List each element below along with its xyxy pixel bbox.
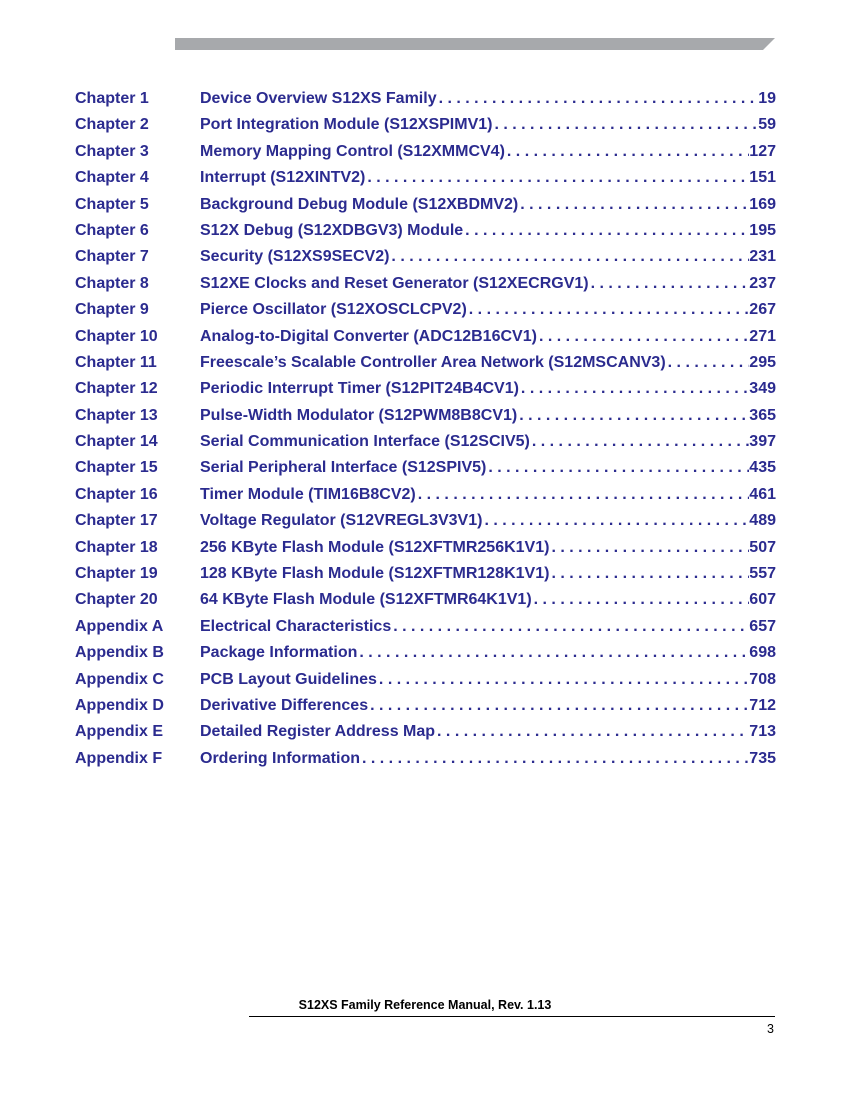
toc-entry-page-number: 397 xyxy=(749,433,776,451)
toc-entry-label: Chapter 16 xyxy=(75,485,158,503)
toc-entry[interactable] xyxy=(75,535,776,561)
toc-entry-page-number: 657 xyxy=(749,617,776,635)
toc-entry[interactable] xyxy=(75,297,776,323)
toc-entry-page-number: 607 xyxy=(749,591,776,609)
toc-entry-title: Derivative Differences xyxy=(200,696,369,714)
toc-entry-title: Electrical Characteristics xyxy=(200,617,392,635)
toc-entry-label: Chapter 13 xyxy=(75,406,158,424)
toc-entry-label: Chapter 10 xyxy=(75,327,158,345)
toc-entry-title: 256 KByte Flash Module (S12XFTMR256K1V1) xyxy=(200,538,550,556)
toc-entry-title: Periodic Interrupt Timer (S12PIT24B4CV1) xyxy=(200,380,519,398)
toc-entry[interactable] xyxy=(75,482,776,508)
toc-entry-page-number: 127 xyxy=(749,142,776,160)
toc-entry-page-number: 708 xyxy=(749,670,776,688)
toc-entry-page-number: 271 xyxy=(749,327,776,345)
toc-entry[interactable] xyxy=(75,112,776,138)
toc-entry-label: Appendix F xyxy=(75,749,163,767)
toc-entry-label: Appendix E xyxy=(75,723,164,741)
toc-entry[interactable] xyxy=(75,561,776,587)
toc-entry[interactable] xyxy=(75,244,776,270)
toc-entry-label: Chapter 4 xyxy=(75,169,149,187)
toc-entry-title: S12X Debug (S12XDBGV3) Module xyxy=(200,221,464,239)
dot-leader xyxy=(549,561,749,587)
toc-entry-page-number: 195 xyxy=(749,221,776,239)
toc-entry-label: Chapter 6 xyxy=(75,221,149,239)
toc-entry[interactable] xyxy=(75,165,776,191)
toc-entry-label: Chapter 11 xyxy=(75,353,157,371)
dot-leader xyxy=(517,403,749,429)
toc-entry-page-number: 557 xyxy=(749,565,776,583)
toc-entry-label: Appendix D xyxy=(75,696,164,714)
toc-entry-label: Chapter 12 xyxy=(75,380,158,398)
toc-entry-page-number: 461 xyxy=(749,485,776,503)
dot-leader xyxy=(368,693,749,719)
toc-entry[interactable] xyxy=(75,271,776,297)
toc-entry-title: Security (S12XS9SECV2) xyxy=(200,248,390,266)
toc-entry-page-number: 713 xyxy=(749,723,776,741)
dot-leader xyxy=(505,139,749,165)
header-bar xyxy=(175,38,775,50)
toc-entry[interactable] xyxy=(75,218,776,244)
dot-leader xyxy=(482,508,749,534)
dot-leader xyxy=(530,429,749,455)
dot-leader xyxy=(389,244,749,270)
toc-entry[interactable] xyxy=(75,614,776,640)
toc-entry-title: PCB Layout Guidelines xyxy=(200,670,377,688)
toc-entry-page-number: 295 xyxy=(749,353,776,371)
toc-entry[interactable] xyxy=(75,139,776,165)
toc-entry[interactable] xyxy=(75,693,776,719)
toc-entry-title: Analog-to-Digital Converter (ADC12B16CV1) xyxy=(200,327,537,345)
toc-entry-title: Pulse-Width Modulator (S12PWM8B8CV1) xyxy=(200,406,518,424)
toc-entry-page-number: 151 xyxy=(749,169,776,187)
toc-entry-label: Chapter 5 xyxy=(75,195,149,213)
dot-leader xyxy=(416,482,750,508)
toc-entry-label: Appendix B xyxy=(75,644,164,662)
toc-entry[interactable] xyxy=(75,429,776,455)
footer-document-title: S12XS Family Reference Manual, Rev. 1.13 xyxy=(298,998,552,1012)
dot-leader xyxy=(435,719,749,745)
toc-entry[interactable] xyxy=(75,403,776,429)
toc-entry-title: Timer Module (TIM16B8CV2) xyxy=(200,485,416,503)
toc-entry[interactable] xyxy=(75,350,776,376)
toc-entry-label: Chapter 9 xyxy=(75,301,149,319)
toc-entry[interactable] xyxy=(75,746,776,772)
toc-entry-title: Device Overview S12XS Family xyxy=(200,90,437,107)
toc-entry-page-number: 237 xyxy=(749,274,776,292)
toc-entry[interactable] xyxy=(75,508,776,534)
dot-leader xyxy=(360,746,749,772)
toc-entry[interactable] xyxy=(75,719,776,745)
toc-entry-title: Ordering Information xyxy=(200,749,360,767)
toc-entry-title: Memory Mapping Control (S12XMMCV4) xyxy=(200,142,505,160)
toc-entry-label: Chapter 3 xyxy=(75,142,149,160)
toc-entry[interactable] xyxy=(75,376,776,402)
toc-entry-label: Chapter 17 xyxy=(75,512,158,530)
dot-leader xyxy=(391,614,749,640)
dot-leader xyxy=(365,165,749,191)
toc-entry-page-number: 735 xyxy=(749,749,776,767)
toc-entry-page-number: 349 xyxy=(749,380,776,398)
dot-leader xyxy=(549,535,749,561)
toc-entry-page-number: 435 xyxy=(749,459,776,477)
dot-leader xyxy=(537,324,749,350)
dot-leader xyxy=(463,218,749,244)
toc-entry-label: Chapter 15 xyxy=(75,459,158,477)
toc-entry[interactable] xyxy=(75,587,776,613)
toc-entry-title: 64 KByte Flash Module (S12XFTMR64K1V1) xyxy=(200,591,532,609)
toc-entry[interactable] xyxy=(75,192,776,218)
dot-leader xyxy=(437,86,759,112)
toc-entry-label: Appendix C xyxy=(75,670,164,688)
toc-entry-title: S12XE Clocks and Reset Generator (S12XECRGV1) xyxy=(200,274,589,292)
toc-entry-page-number: 712 xyxy=(749,696,776,714)
toc-entry-page-number: 231 xyxy=(749,248,776,266)
toc-entry-page-number: 489 xyxy=(749,512,776,530)
toc-entry[interactable] xyxy=(75,86,776,112)
dot-leader xyxy=(357,640,749,666)
toc-entry-page-number: 365 xyxy=(749,406,776,424)
dot-leader xyxy=(519,376,749,402)
toc-entry-page-number: 267 xyxy=(749,301,776,319)
dot-leader xyxy=(666,350,750,376)
toc-entry-label: Chapter 7 xyxy=(75,248,149,266)
toc-entry-title: Voltage Regulator (S12VREGL3V3V1) xyxy=(200,512,483,530)
toc-entry-title: Pierce Oscillator (S12XOSCLCPV2) xyxy=(200,301,467,319)
dot-leader xyxy=(532,587,750,613)
toc-entry[interactable] xyxy=(75,667,776,693)
toc-entry-title: Serial Peripheral Interface (S12SPIV5) xyxy=(200,459,487,477)
toc-entry-page-number: 507 xyxy=(749,538,776,556)
toc-entry-page-number: 169 xyxy=(749,195,776,213)
dot-leader xyxy=(589,271,750,297)
footer-divider xyxy=(249,1016,775,1017)
dot-leader xyxy=(467,297,750,323)
toc-entry-label: Chapter 19 xyxy=(75,565,158,583)
toc-entry-title: Port Integration Module (S12XSPIMV1) xyxy=(200,116,493,134)
toc-entry-title: Serial Communication Interface (S12SCIV5) xyxy=(200,433,530,451)
toc-entry-title: Interrupt (S12XINTV2) xyxy=(200,169,366,187)
dot-leader xyxy=(486,455,749,481)
toc-entry-page-number: 698 xyxy=(749,644,776,662)
toc-entry-label: Chapter 20 xyxy=(75,591,158,609)
toc-entry[interactable] xyxy=(75,455,776,481)
toc-entry-title: Detailed Register Address Map xyxy=(200,723,436,741)
toc-entry-label: Chapter 14 xyxy=(75,433,158,451)
toc-entry-title: Package Information xyxy=(200,644,358,662)
toc-entry-page-number: 19 xyxy=(758,90,776,107)
toc-entry-title: Background Debug Module (S12XBDMV2) xyxy=(200,195,519,213)
toc-entry[interactable] xyxy=(75,640,776,666)
toc-entry-title: Freescale’s Scalable Controller Area Network (S12MSCANV3) xyxy=(200,353,666,371)
toc-entry-label: Chapter 2 xyxy=(75,116,149,134)
toc-entry-page-number: 59 xyxy=(758,116,776,134)
toc-entry-label: Appendix A xyxy=(75,617,164,635)
dot-leader xyxy=(518,192,749,218)
table-of-contents xyxy=(75,86,776,772)
page-number: 3 xyxy=(767,1022,774,1036)
toc-entry-label: Chapter 1 xyxy=(75,90,149,107)
toc-entry-title: 128 KByte Flash Module (S12XFTMR128K1V1) xyxy=(200,565,550,583)
dot-leader xyxy=(377,667,749,693)
toc-entry-label: Chapter 8 xyxy=(75,274,149,292)
dot-leader xyxy=(492,112,758,138)
toc-entry[interactable] xyxy=(75,324,776,350)
toc-entry-label: Chapter 18 xyxy=(75,538,158,556)
